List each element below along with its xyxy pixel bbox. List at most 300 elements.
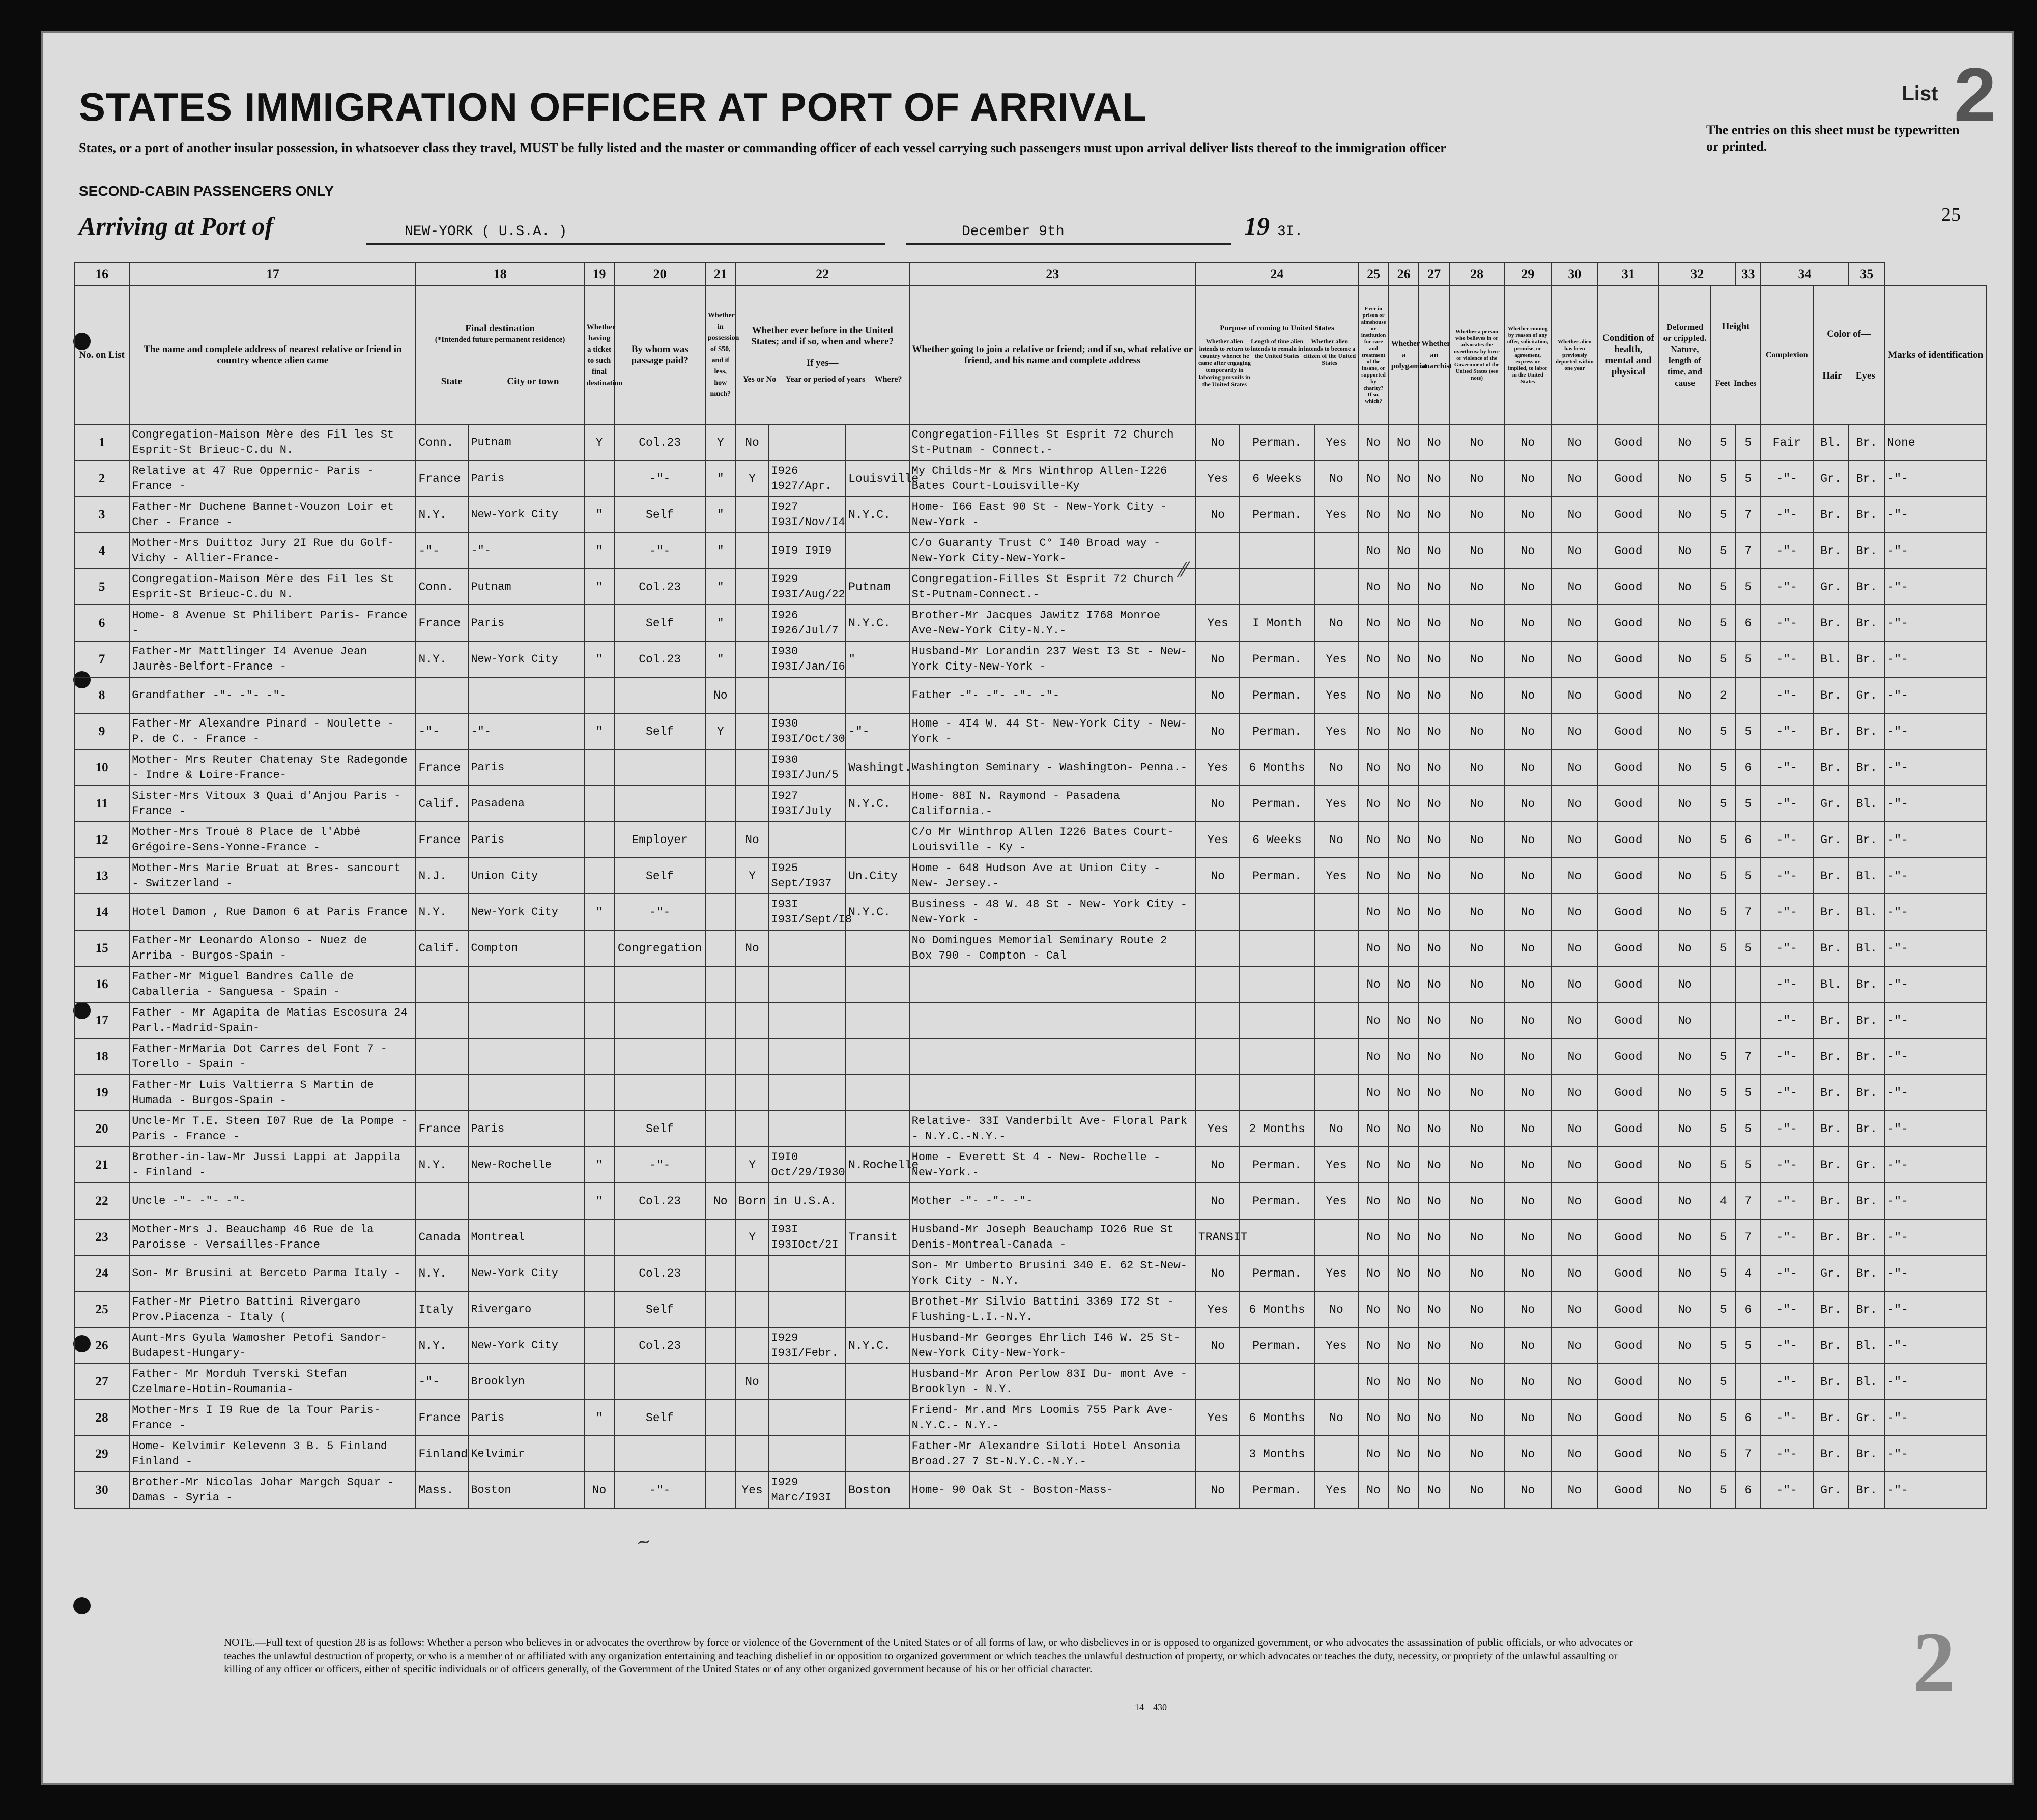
labor-offer-cell: No — [1504, 424, 1551, 460]
prison-cell: No — [1358, 786, 1389, 822]
deformed-cell: No — [1658, 605, 1711, 641]
passage-paid-cell: Congregation — [614, 930, 705, 966]
deformed-cell: No — [1658, 1183, 1711, 1219]
deformed-cell: No — [1658, 1255, 1711, 1291]
citizen-cell: No — [1314, 822, 1359, 858]
marks-cell: -"- — [1884, 1400, 1987, 1436]
health-cell: Good — [1598, 930, 1658, 966]
height-label: Height — [1722, 321, 1750, 332]
citizen-cell: No — [1314, 1400, 1359, 1436]
purpose-cell: Yes — [1196, 1291, 1240, 1327]
colnum: 27 — [1419, 263, 1449, 286]
before-yes-no-cell — [736, 894, 769, 930]
eyes-cell: Br. — [1849, 424, 1884, 460]
row-number: 13 — [74, 858, 129, 894]
ticket-cell — [584, 786, 615, 822]
overthrow-cell: No — [1449, 930, 1504, 966]
anarchist-cell: No — [1419, 1255, 1449, 1291]
anarchist-cell: No — [1419, 713, 1449, 749]
before-yes-no-cell: Y — [736, 1147, 769, 1183]
joining-cell: Husband-Mr Georges Ehrlich I46 W. 25 St-New-York City-New-York- — [909, 1327, 1196, 1364]
complexion-cell: -"- — [1761, 533, 1813, 569]
relative-cell: Father- Mr Morduh Tverski Stefan Czelmare-Hotin-Roumania- — [129, 1364, 416, 1400]
before-where-cell — [846, 424, 909, 460]
feet-cell: 5 — [1711, 424, 1736, 460]
inches-cell: 5 — [1736, 641, 1761, 677]
prison-cell: No — [1358, 966, 1389, 1002]
state-cell: Conn. — [416, 424, 468, 460]
header-complexion: Complexion — [1761, 286, 1813, 424]
citizen-cell — [1314, 1219, 1359, 1255]
eyes-cell: Gr. — [1849, 1147, 1884, 1183]
inches-cell: 5 — [1736, 930, 1761, 966]
joining-cell: Relative- 33I Vanderbilt Ave- Floral Park - N.Y.C.-N.Y.- — [909, 1111, 1196, 1147]
anarchist-cell: No — [1419, 1400, 1449, 1436]
hair-cell: Br. — [1813, 930, 1849, 966]
purpose-cell: No — [1196, 497, 1240, 533]
deformed-cell: No — [1658, 641, 1711, 677]
citizen-cell: Yes — [1314, 713, 1359, 749]
state-cell: N.Y. — [416, 894, 468, 930]
relative-cell: Congregation-Maison Mère des Fil les St Esprit-St Brieuc-C.du N. — [129, 424, 416, 460]
header-eyes: Eyes — [1855, 370, 1875, 381]
before-year-cell: I927 I93I/Nov/I4 — [769, 497, 846, 533]
city-cell: Compton — [468, 930, 584, 966]
prison-cell: No — [1358, 424, 1389, 460]
overthrow-cell: No — [1449, 749, 1504, 786]
deported-cell: No — [1551, 1291, 1598, 1327]
hair-cell: Br. — [1813, 1400, 1849, 1436]
anarchist-cell: No — [1419, 930, 1449, 966]
polygamist-cell: No — [1389, 1400, 1419, 1436]
feet-cell: 5 — [1711, 786, 1736, 822]
before-yes-no-cell: No — [736, 424, 769, 460]
before-year-cell: I93I I93IOct/2I — [769, 1219, 846, 1255]
eyes-cell: Br. — [1849, 1183, 1884, 1219]
health-cell: Good — [1598, 1255, 1658, 1291]
length-of-stay-cell: Perman. — [1240, 1255, 1314, 1291]
hair-cell: Br. — [1813, 497, 1849, 533]
before-year-cell: I927 I93I/July — [769, 786, 846, 822]
state-cell: -"- — [416, 713, 468, 749]
date-field: December 9th — [962, 224, 1065, 240]
labor-offer-cell: No — [1504, 1038, 1551, 1075]
prison-cell: No — [1358, 894, 1389, 930]
length-of-stay-cell: Perman. — [1240, 677, 1314, 713]
passage-paid-cell: Col.23 — [614, 1327, 705, 1364]
eyes-cell: Br. — [1849, 1436, 1884, 1472]
passage-paid-cell — [614, 1075, 705, 1111]
length-of-stay-cell — [1240, 533, 1314, 569]
state-cell: Finland — [416, 1436, 468, 1472]
feet-cell — [1711, 1002, 1736, 1038]
eyes-cell: Gr. — [1849, 677, 1884, 713]
complexion-cell: -"- — [1761, 966, 1813, 1002]
before-where-cell: N.Y.C. — [846, 894, 909, 930]
header-height — [1711, 286, 1760, 424]
prison-cell: No — [1358, 569, 1389, 605]
marks-cell: -"- — [1884, 713, 1987, 749]
passage-paid-cell: Col.23 — [614, 641, 705, 677]
marks-cell: -"- — [1884, 1291, 1987, 1327]
row-number: 22 — [74, 1183, 129, 1219]
header-color-of — [1813, 286, 1885, 424]
length-of-stay-cell: Perman. — [1240, 1327, 1314, 1364]
before-yes-no-cell — [736, 497, 769, 533]
length-of-stay-cell: 6 Months — [1240, 749, 1314, 786]
health-cell: Good — [1598, 1075, 1658, 1111]
city-cell — [468, 966, 584, 1002]
eyes-cell: Bl. — [1849, 858, 1884, 894]
anarchist-cell: No — [1419, 749, 1449, 786]
overthrow-cell: No — [1449, 1436, 1504, 1472]
marks-cell: -"- — [1884, 858, 1987, 894]
row-number: 20 — [74, 1111, 129, 1147]
inches-cell: 6 — [1736, 605, 1761, 641]
citizen-cell: Yes — [1314, 677, 1359, 713]
anarchist-cell: No — [1419, 605, 1449, 641]
relative-cell: Aunt-Mrs Gyula Wamosher Petofi Sandor-Budapest-Hungary- — [129, 1327, 416, 1364]
passage-paid-cell: -"- — [614, 533, 705, 569]
possession-cell — [705, 1400, 736, 1436]
citizen-cell — [1314, 1075, 1359, 1111]
labor-offer-cell: No — [1504, 1436, 1551, 1472]
purpose-cell — [1196, 569, 1240, 605]
overthrow-cell: No — [1449, 1147, 1504, 1183]
prison-cell: No — [1358, 677, 1389, 713]
deported-cell: No — [1551, 1183, 1598, 1219]
polygamist-cell: No — [1389, 460, 1419, 497]
ticket-cell — [584, 1002, 615, 1038]
passage-paid-cell: Self — [614, 1111, 705, 1147]
city-cell — [468, 1038, 584, 1075]
hair-cell: Br. — [1813, 858, 1849, 894]
eyes-cell: Bl. — [1849, 786, 1884, 822]
possession-cell: Y — [705, 713, 736, 749]
labor-offer-cell: No — [1504, 1183, 1551, 1219]
deported-cell: No — [1551, 460, 1598, 497]
prison-cell: No — [1358, 1002, 1389, 1038]
passage-paid-cell — [614, 1002, 705, 1038]
list-label: List — [1902, 82, 1938, 105]
eyes-cell: Br. — [1849, 1255, 1884, 1291]
before-year-cell: I926 I926/Jul/7 — [769, 605, 846, 641]
marks-cell: -"- — [1884, 1038, 1987, 1075]
purpose-cell — [1196, 966, 1240, 1002]
before-year-cell — [769, 424, 846, 460]
inches-cell: 5 — [1736, 713, 1761, 749]
before-where-cell: Putnam — [846, 569, 909, 605]
polygamist-cell: No — [1389, 1472, 1419, 1508]
deformed-cell: No — [1658, 1111, 1711, 1147]
hair-cell: Br. — [1813, 605, 1849, 641]
header-no-on-list: No. on List — [74, 286, 129, 424]
colnum: 17 — [129, 263, 416, 286]
hair-cell: Br. — [1813, 1364, 1849, 1400]
ticket-cell — [584, 822, 615, 858]
eyes-cell: Bl. — [1849, 1327, 1884, 1364]
city-cell — [468, 677, 584, 713]
overthrow-cell: No — [1449, 497, 1504, 533]
polygamist-cell: No — [1389, 1255, 1419, 1291]
relative-cell: Father-Mr Alexandre Pinard - Noulette - P. de C. - France - — [129, 713, 416, 749]
prison-cell: No — [1358, 749, 1389, 786]
inches-cell: 7 — [1736, 533, 1761, 569]
before-yes-no-cell — [736, 1075, 769, 1111]
purpose-cell: Yes — [1196, 822, 1240, 858]
possession-cell — [705, 822, 736, 858]
before-yes-no-cell — [736, 569, 769, 605]
city-cell: New-York City — [468, 641, 584, 677]
feet-cell: 5 — [1711, 1038, 1736, 1075]
deported-cell: No — [1551, 894, 1598, 930]
complexion-cell: -"- — [1761, 749, 1813, 786]
prison-cell: No — [1358, 460, 1389, 497]
joining-cell: Washington Seminary - Washington- Penna.- — [909, 749, 1196, 786]
ticket-cell — [584, 1364, 615, 1400]
possession-cell: " — [705, 605, 736, 641]
joining-cell: Home - Everett St 4 - New- Rochelle - New-York.- — [909, 1147, 1196, 1183]
labor-offer-cell: No — [1504, 1111, 1551, 1147]
overthrow-cell: No — [1449, 677, 1504, 713]
passage-paid-cell — [614, 1436, 705, 1472]
anarchist-cell: No — [1419, 677, 1449, 713]
eyes-cell: Bl. — [1849, 894, 1884, 930]
passage-paid-cell: Col.23 — [614, 569, 705, 605]
before-yes-no-cell — [736, 677, 769, 713]
overthrow-cell: No — [1449, 822, 1504, 858]
inches-cell: 6 — [1736, 1291, 1761, 1327]
labor-offer-cell: No — [1504, 1364, 1551, 1400]
length-of-stay-cell: 2 Months — [1240, 1111, 1314, 1147]
hair-cell: Br. — [1813, 1183, 1849, 1219]
state-cell: France — [416, 822, 468, 858]
health-cell: Good — [1598, 1291, 1658, 1327]
marks-cell: None — [1884, 424, 1987, 460]
before-year-cell: I9I0 Oct/29/I930 — [769, 1147, 846, 1183]
table-row — [74, 1364, 1987, 1400]
table-row — [74, 641, 1987, 677]
anarchist-cell: No — [1419, 1038, 1449, 1075]
header-joining: Whether going to join a relative or friend; and if so, what relative or friend, and his name and complete address — [909, 286, 1196, 424]
polygamist-cell: No — [1389, 641, 1419, 677]
marks-cell: -"- — [1884, 1255, 1987, 1291]
citizen-cell: No — [1314, 460, 1359, 497]
city-cell: Union City — [468, 858, 584, 894]
hair-cell: Bl. — [1813, 424, 1849, 460]
marks-cell: -"- — [1884, 1436, 1987, 1472]
ticket-cell — [584, 1075, 615, 1111]
feet-cell: 5 — [1711, 641, 1736, 677]
deported-cell: No — [1551, 1038, 1598, 1075]
before-yes-no-cell — [736, 533, 769, 569]
table-row — [74, 822, 1987, 858]
before-year-cell — [769, 1111, 846, 1147]
row-number: 30 — [74, 1472, 129, 1508]
joining-cell: My Childs-Mr & Mrs Winthrop Allen-I226 Bates Court-Louisville-Ky — [909, 460, 1196, 497]
polygamist-cell: No — [1389, 713, 1419, 749]
anarchist-cell: No — [1419, 569, 1449, 605]
deported-cell: No — [1551, 497, 1598, 533]
overthrow-cell: No — [1449, 1472, 1504, 1508]
before-yes-no-cell — [736, 786, 769, 822]
state-cell: Italy — [416, 1291, 468, 1327]
possession-cell — [705, 1291, 736, 1327]
table-row — [74, 966, 1987, 1002]
city-cell: New-York City — [468, 894, 584, 930]
citizen-cell — [1314, 894, 1359, 930]
complexion-cell: -"- — [1761, 569, 1813, 605]
city-cell: Paris — [468, 460, 584, 497]
anarchist-cell: No — [1419, 497, 1449, 533]
table-row — [74, 1075, 1987, 1111]
eyes-cell: Br. — [1849, 1075, 1884, 1111]
joining-cell — [909, 1075, 1196, 1111]
deformed-cell: No — [1658, 786, 1711, 822]
header-citizen: Whether alien intends to become a citizen of the United States — [1303, 338, 1356, 366]
inches-cell: 5 — [1736, 1075, 1761, 1111]
anarchist-cell: No — [1419, 1002, 1449, 1038]
feet-cell: 5 — [1711, 1400, 1736, 1436]
relative-cell: Relative at 47 Rue Oppernic- Paris - France - — [129, 460, 416, 497]
prison-cell: No — [1358, 1327, 1389, 1364]
eyes-cell: Br. — [1849, 1472, 1884, 1508]
table-row — [74, 1472, 1987, 1508]
deformed-cell: No — [1658, 533, 1711, 569]
joining-cell: Son- Mr Umberto Brusini 340 E. 62 St-New-York City - N.Y. — [909, 1255, 1196, 1291]
purpose-cell: No — [1196, 677, 1240, 713]
header-ever-before — [736, 286, 909, 424]
marks-cell: -"- — [1884, 1183, 1987, 1219]
joining-cell: Brother-Mr Jacques Jawitz I768 Monroe Ave-New-York City-N.Y.- — [909, 605, 1196, 641]
health-cell: Good — [1598, 749, 1658, 786]
feet-cell: 5 — [1711, 1255, 1736, 1291]
city-cell — [468, 1075, 584, 1111]
header-yes-no: Yes or No — [742, 375, 777, 384]
purpose-label: Purpose of coming to United States — [1220, 324, 1334, 332]
health-cell: Good — [1598, 605, 1658, 641]
before-where-cell — [846, 1002, 909, 1038]
length-of-stay-cell — [1240, 1364, 1314, 1400]
health-cell: Good — [1598, 894, 1658, 930]
deported-cell: No — [1551, 966, 1598, 1002]
anarchist-cell: No — [1419, 1219, 1449, 1255]
row-number: 14 — [74, 894, 129, 930]
polygamist-cell: No — [1389, 1183, 1419, 1219]
health-cell: Good — [1598, 1111, 1658, 1147]
polygamist-cell: No — [1389, 424, 1419, 460]
anarchist-cell: No — [1419, 822, 1449, 858]
deported-cell: No — [1551, 822, 1598, 858]
row-number: 19 — [74, 1075, 129, 1111]
deformed-cell: No — [1658, 749, 1711, 786]
deformed-cell: No — [1658, 497, 1711, 533]
before-year-cell: I929 I93I/Aug/22 — [769, 569, 846, 605]
inches-cell: 7 — [1736, 497, 1761, 533]
labor-offer-cell: No — [1504, 1291, 1551, 1327]
deported-cell: No — [1551, 1147, 1598, 1183]
purpose-cell: No — [1196, 1183, 1240, 1219]
health-cell: Good — [1598, 1147, 1658, 1183]
before-yes-no-cell — [736, 641, 769, 677]
ticket-cell — [584, 1436, 615, 1472]
state-cell — [416, 1075, 468, 1111]
feet-cell: 5 — [1711, 894, 1736, 930]
manifest-table-wrap — [74, 262, 1987, 1585]
labor-offer-cell: No — [1504, 1472, 1551, 1508]
marks-cell: -"- — [1884, 1472, 1987, 1508]
marks-cell: -"- — [1884, 966, 1987, 1002]
relative-cell: Father - Mr Agapita de Matias Escosura 24 Parl.-Madrid-Spain- — [129, 1002, 416, 1038]
eyes-cell: Br. — [1849, 1291, 1884, 1327]
citizen-cell: Yes — [1314, 1147, 1359, 1183]
deported-cell: No — [1551, 1219, 1598, 1255]
health-cell: Good — [1598, 966, 1658, 1002]
complexion-cell: -"- — [1761, 1038, 1813, 1075]
before-yes-no-cell — [736, 1400, 769, 1436]
deformed-cell: No — [1658, 1291, 1711, 1327]
row-number: 8 — [74, 677, 129, 713]
row-number: 2 — [74, 460, 129, 497]
city-cell: Boston — [468, 1472, 584, 1508]
prison-cell: No — [1358, 1183, 1389, 1219]
city-cell: Paris — [468, 822, 584, 858]
hair-cell: Gr. — [1813, 1255, 1849, 1291]
anarchist-cell: No — [1419, 1147, 1449, 1183]
overthrow-cell: No — [1449, 533, 1504, 569]
health-cell: Good — [1598, 1327, 1658, 1364]
row-number: 5 — [74, 569, 129, 605]
passage-paid-cell — [614, 749, 705, 786]
before-year-cell — [769, 1255, 846, 1291]
health-cell: Good — [1598, 497, 1658, 533]
possession-cell — [705, 930, 736, 966]
state-cell: France — [416, 749, 468, 786]
labor-offer-cell: No — [1504, 677, 1551, 713]
feet-cell: 5 — [1711, 822, 1736, 858]
ticket-cell: " — [584, 1183, 615, 1219]
inches-cell: 5 — [1736, 460, 1761, 497]
deported-cell: No — [1551, 1436, 1598, 1472]
feet-cell: 4 — [1711, 1183, 1736, 1219]
hair-cell: Br. — [1813, 1111, 1849, 1147]
complexion-cell: -"- — [1761, 894, 1813, 930]
inches-cell: 7 — [1736, 1038, 1761, 1075]
table-row — [74, 1327, 1987, 1364]
overthrow-cell: No — [1449, 1219, 1504, 1255]
passage-paid-cell: Self — [614, 858, 705, 894]
length-of-stay-cell: Perman. — [1240, 641, 1314, 677]
before-year-cell — [769, 1291, 846, 1327]
labor-offer-cell: No — [1504, 605, 1551, 641]
possession-cell — [705, 858, 736, 894]
before-where-cell — [846, 1111, 909, 1147]
city-cell: Paris — [468, 749, 584, 786]
complexion-cell: -"- — [1761, 641, 1813, 677]
list-number: 2 — [1954, 52, 1996, 137]
citizen-cell — [1314, 569, 1359, 605]
complexion-cell: -"- — [1761, 1183, 1813, 1219]
relative-cell: Father-Mr Pietro Battini Rivergaro Prov.Piacenza - Italy ( — [129, 1291, 416, 1327]
citizen-cell — [1314, 930, 1359, 966]
feet-cell: 5 — [1711, 605, 1736, 641]
before-year-cell — [769, 1364, 846, 1400]
inches-cell: 5 — [1736, 424, 1761, 460]
health-cell: Good — [1598, 641, 1658, 677]
inches-cell: 5 — [1736, 858, 1761, 894]
length-of-stay-cell: Perman. — [1240, 497, 1314, 533]
inches-cell: 7 — [1736, 1219, 1761, 1255]
